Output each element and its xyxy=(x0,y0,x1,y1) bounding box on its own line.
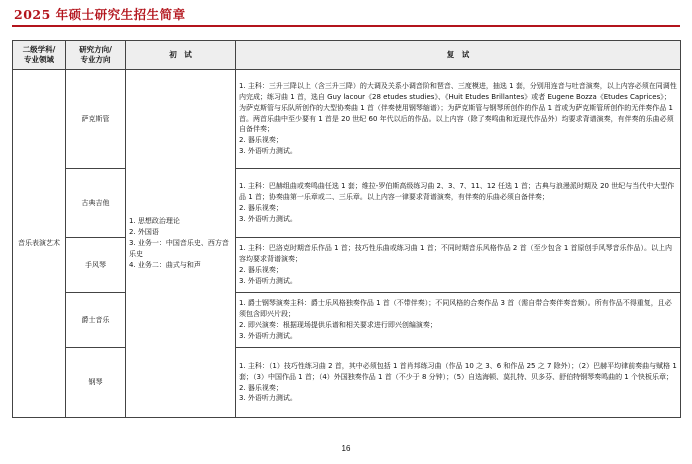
fushi-cell: 1. 主科：巴赫组曲或奏鸣曲任选 1 套；维拉-罗伯斯高级练习曲 2、3、7、11、12 任选 1 首；古典与浪漫派时期及 20 世纪与当代中大型作品 1 首；协奏曲第一乐章或二、三乐章。以上内容一律要求背谱演奏，有伴奏的乐曲必须自备伴奏； 2. 器乐视奏； 3. 外语听力测试。 xyxy=(236,169,681,238)
header-rule xyxy=(12,25,680,27)
fushi-cell: 1. 主科：三升三降以上（含三升三降）的大调及关系小调音阶和琶音、三度模进，抽选 1 套，分别用连音与吐音演奏，以上内容必须在同调性内完成；练习曲 1 首，选自 Guy lacour《28 etudes studies》、《Huit Etudes Brillantes》或者 Eugene Bozza《Etudes Caprices》；为萨克斯管与乐队所创作的大型协奏曲 1 首（伴奏使用钢琴缩谱）；为萨克斯管与钢琴所创作的作品 1 首或为萨克斯管所创作的无伴奏作品 1 首。两首乐曲中至少要有 1 首是 20 世纪 60 年代以后的作品。以上内容（除了奏鸣曲和近现代作品外）均要求背谱演奏，有伴奏的乐曲必须自备伴奏； 2. 器乐视奏； 3. 外语听力测试。 xyxy=(236,70,681,169)
direction-cell: 手风琴 xyxy=(66,238,126,293)
fushi-cell: 1. 主科：巴洛克时期音乐作品 1 首；技巧性乐曲或练习曲 1 首；不同时期音乐风格作品 2 首（至少包含 1 首原创手风琴音乐作品）。以上内容均要求背谱演奏； 2. 器乐视奏； 3. 外语听力测试。 xyxy=(236,238,681,293)
header-direction: 研究方向/ 专业方向 xyxy=(66,41,126,70)
fushi-cell: 1. 爵士钢琴演奏主科：爵士乐风格独奏作品 1 首（不带伴奏）；不同风格的合奏作品 3 首（需自带合奏伴奏音频）。所有作品不得重复，且必须包含即兴片段； 2. 即兴演奏：根据现场提供乐谱和相关要求进行即兴创编演奏； 3. 外语听力测试。 xyxy=(236,293,681,348)
fushi-cell: 1. 主科：（1）技巧性练习曲 2 首，其中必须包括 1 首肖邦练习曲（作品 10 之 3、6 和作品 25 之 7 除外）；（2）巴赫平均律前奏曲与赋格 1 套；（3）中国作品 1 首；（4）外国独奏作品 1 首（不少于 8 分钟）；（5）自选海顿、莫扎特、贝多芬、舒伯特钢琴奏鸣曲的 1 个快板乐章； 2. 器乐视奏； 3. 外语听力测试。 xyxy=(236,348,681,418)
header-fushi: 复 试 xyxy=(236,41,681,70)
table-row xyxy=(13,238,681,293)
table-row xyxy=(13,348,681,418)
direction-cell: 爵士音乐 xyxy=(66,293,126,348)
table-header-row xyxy=(13,41,681,70)
direction-cell: 古典吉他 xyxy=(66,169,126,238)
page-number: 16 xyxy=(341,444,351,453)
discipline-cell: 音乐表演艺术 xyxy=(13,70,66,418)
page-header-title: 2025 年硕士研究生招生简章 xyxy=(14,7,186,22)
table-row xyxy=(13,169,681,238)
direction-cell: 萨克斯管 xyxy=(66,70,126,169)
table-row xyxy=(13,70,681,169)
chushi-cell: 1. 思想政治理论 2. 外国语 3. 业务一：中国音乐史、西方音乐史 4. 业务二：曲式与和声 xyxy=(126,70,236,418)
header-discipline: 二级学科/ 专业领域 xyxy=(13,41,66,70)
table-row xyxy=(13,293,681,348)
requirements-table xyxy=(12,40,681,418)
direction-cell: 钢琴 xyxy=(66,348,126,418)
header-chushi: 初 试 xyxy=(126,41,236,70)
